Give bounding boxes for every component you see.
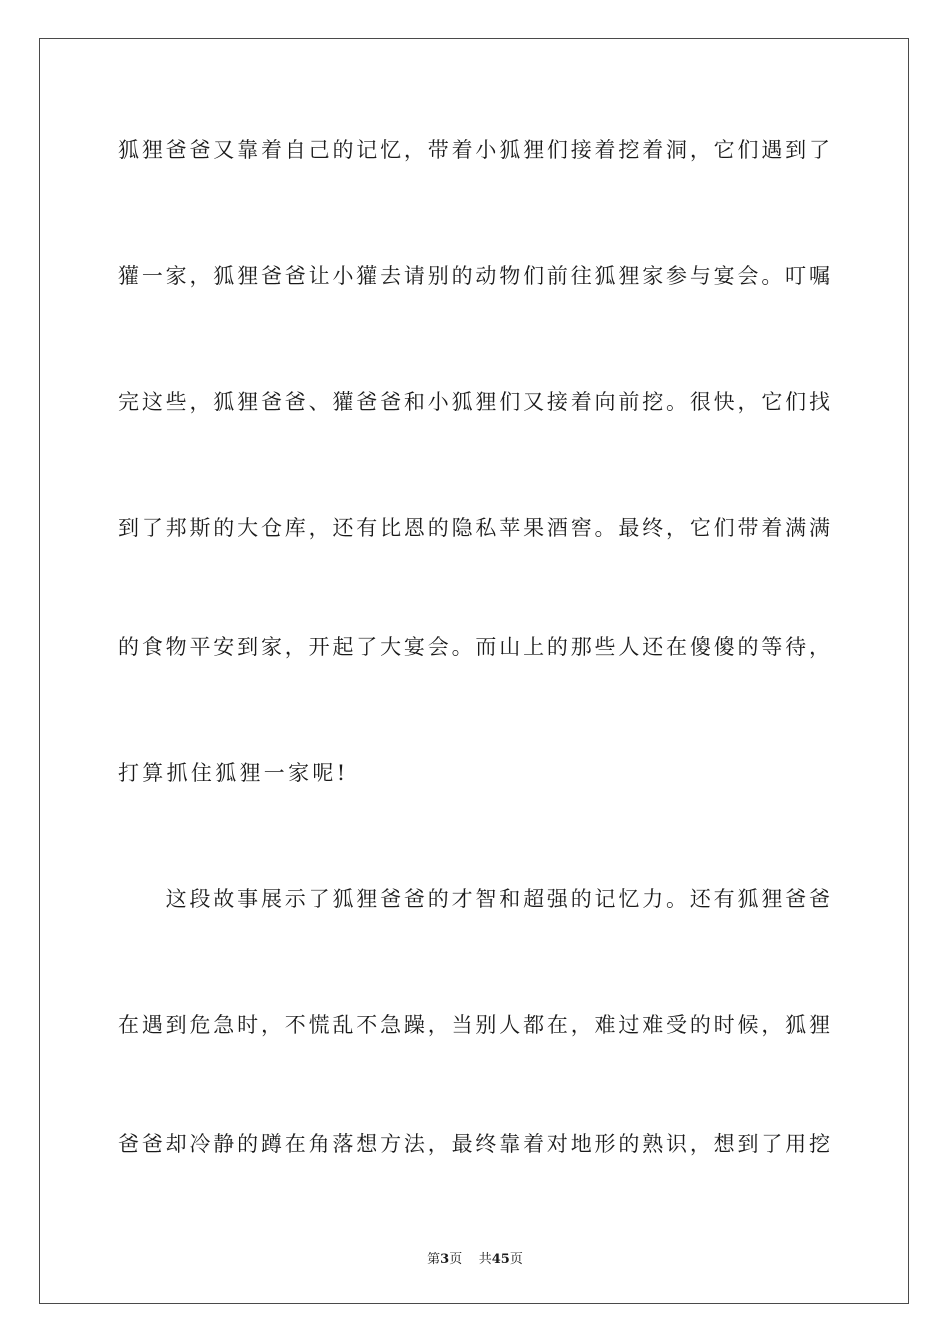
text-line-5: 的食物平安到家，开起了大宴会。而山上的那些人还在傻傻的等待，: [118, 635, 830, 659]
footer-page-number: 3: [440, 1252, 450, 1267]
text-line-2: 獾一家，狐狸爸爸让小獾去请别的动物们前往狐狸家参与宴会。叮嘱: [118, 264, 830, 288]
footer-page-prefix: 第: [427, 1252, 441, 1267]
text-line-9: 爸爸却冷静的蹲在角落想方法，最终靠着对地形的熟识，想到了用挖: [118, 1132, 830, 1156]
text-line-8: 在遇到危急时，不慌乱不急躁，当别人都在，难过难受的时候，狐狸: [118, 1013, 830, 1037]
text-line-6: 打算抓住狐狸一家呢!: [118, 761, 349, 785]
text-line-4: 到了邦斯的大仓库，还有比恩的隐私苹果酒窖。最终，它们带着满满: [118, 516, 830, 540]
page-footer: [0, 1248, 950, 1267]
text-line-1: 狐狸爸爸又靠着自己的记忆，带着小狐狸们接着挖着洞，它们遇到了: [118, 138, 830, 162]
footer-total-suffix: 页: [509, 1252, 523, 1267]
page-frame: [39, 38, 909, 1304]
footer-page-suffix: 页: [449, 1252, 463, 1267]
footer-total-prefix: 共: [478, 1252, 492, 1267]
text-line-3: 完这些，狐狸爸爸、獾爸爸和小狐狸们又接着向前挖。很快，它们找: [118, 390, 830, 414]
text-line-7: 这段故事展示了狐狸爸爸的才智和超强的记忆力。还有狐狸爸爸: [118, 887, 830, 911]
footer-total-number: 45: [491, 1252, 510, 1267]
